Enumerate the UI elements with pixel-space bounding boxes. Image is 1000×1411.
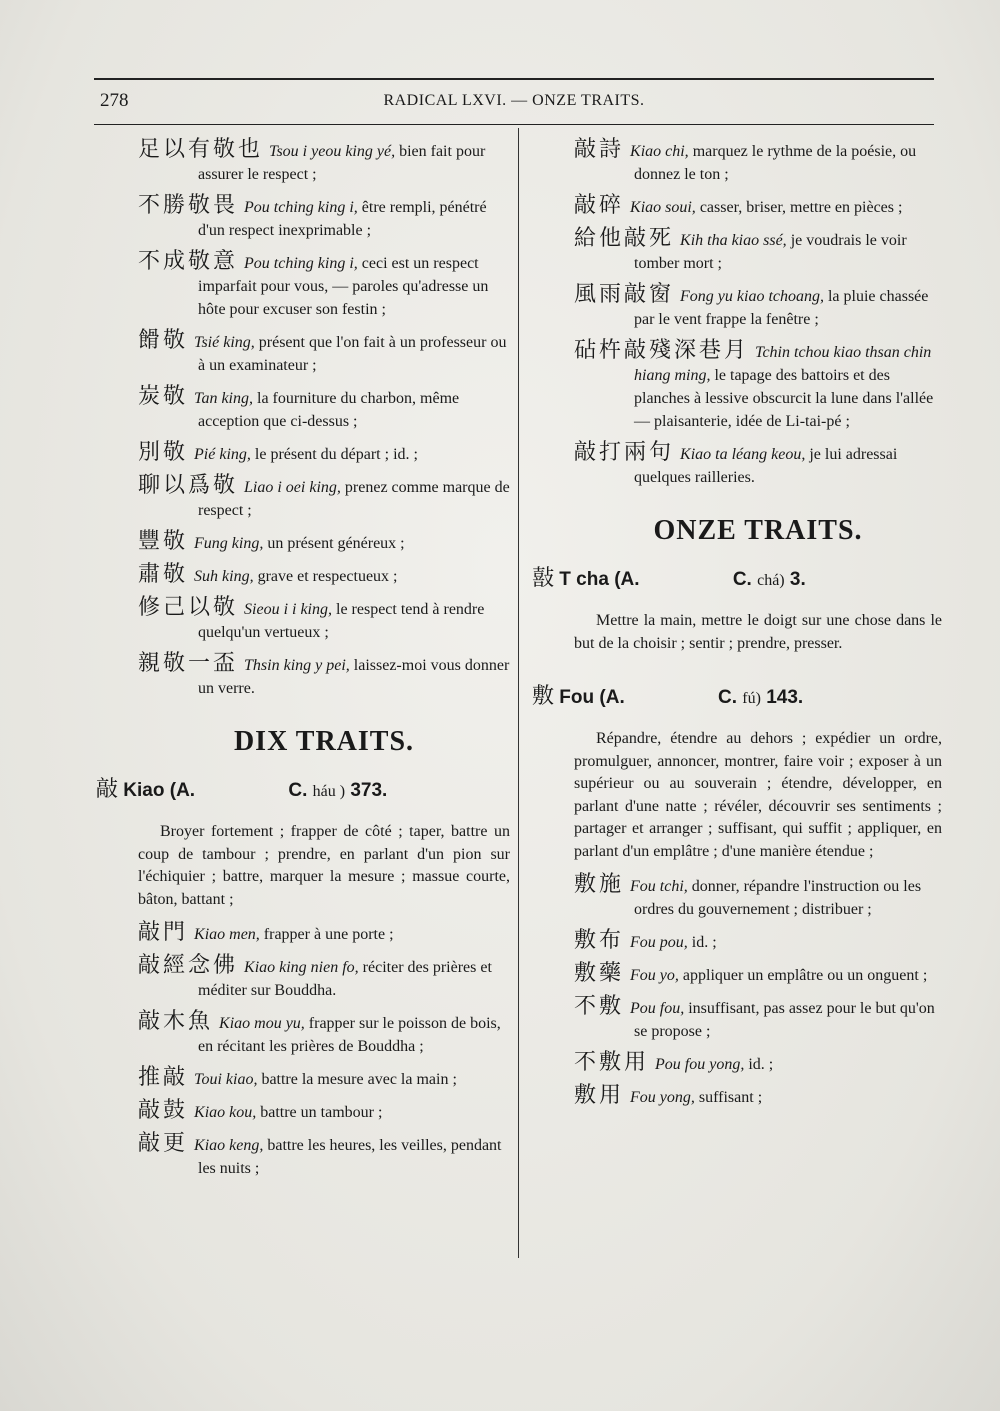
entry-romanization: Tchin tchou kiao thsan chin hiang ming, bbox=[634, 344, 932, 384]
dictionary-entry bbox=[138, 652, 510, 700]
entry-chinese: 敷布 bbox=[574, 928, 625, 953]
heading-cantonese: háu ) bbox=[312, 783, 346, 800]
entry-chinese: 炭敬 bbox=[138, 384, 189, 409]
left-column bbox=[96, 137, 510, 1188]
entry-definition: bien fait pour assurer le respect ; bbox=[198, 143, 486, 183]
left-entry-list bbox=[138, 138, 510, 700]
dictionary-entry bbox=[138, 1099, 510, 1124]
dictionary-entry bbox=[574, 1051, 942, 1076]
left-entry-list-2 bbox=[138, 921, 510, 1180]
entry-definition: marquez le rythme de la poésie, ou donnez le ton ; bbox=[634, 143, 917, 183]
entry-romanization: Pié king, bbox=[194, 446, 251, 463]
entry-romanization: Pou fou yong, bbox=[655, 1056, 745, 1073]
heading-character: 敼 bbox=[532, 566, 555, 591]
entry-definition: battre la mesure avec la main ; bbox=[257, 1071, 457, 1088]
entry-definition: être rempli, pénétré d'un respect inexprimable ; bbox=[198, 199, 487, 239]
entry-chinese: 敷施 bbox=[574, 872, 625, 897]
dictionary-entry bbox=[138, 385, 510, 433]
dictionary-entry bbox=[574, 962, 942, 987]
dictionary-entry bbox=[574, 138, 942, 186]
entry-chinese: 敲更 bbox=[138, 1131, 189, 1156]
entry-romanization: Kiao mou yu, bbox=[219, 1015, 305, 1032]
entry-romanization: Kiao ta léang keou, bbox=[680, 446, 806, 463]
entry-definition: battre un tambour ; bbox=[256, 1104, 383, 1121]
entry-definition: je voudrais le voir tomber mort ; bbox=[634, 232, 907, 272]
heading-name: Fou (A. bbox=[559, 687, 625, 708]
entry-chinese: 風雨敲窗 bbox=[574, 282, 675, 307]
entry-chinese: 敷藥 bbox=[574, 961, 625, 986]
entry-romanization: Fou pou, bbox=[630, 934, 688, 951]
section-title-dix-traits: DIX TRAITS. bbox=[233, 726, 415, 757]
heading-number: 143. bbox=[766, 687, 804, 708]
entry-romanization: Suh king, bbox=[194, 568, 254, 585]
entry-romanization: Tsou i yeou king yé, bbox=[269, 143, 396, 160]
section-title-onze-traits: ONZE TRAITS. bbox=[653, 515, 863, 546]
entry-chinese: 敲木魚 bbox=[138, 1009, 214, 1034]
definition-paragraph: Répandre, étendre au dehors ; expédier un ordre, promulguer, annoncer, montrer, faire voir ; exposer à un supérieur ou au souverain ; étendre, développer, en parlant d'une natte ; révéler, découvrir ses sentiments ; partager et arranger ; suffisant, qui suffit ; appliquer, en parlant d'un emplâtre ; d'une manière étendue ; bbox=[574, 730, 942, 860]
entry-definition: le respect tend à rendre quelqu'un vertueux ; bbox=[198, 601, 485, 641]
dictionary-entry bbox=[138, 441, 510, 466]
entry-romanization: Kiao men, bbox=[194, 926, 260, 943]
entry-romanization: Kiao kou, bbox=[194, 1104, 257, 1121]
dictionary-entry bbox=[138, 329, 510, 377]
heading-c-label: C. bbox=[718, 687, 738, 708]
entry-definition: un présent généreux ; bbox=[263, 535, 405, 552]
dictionary-entry bbox=[574, 995, 942, 1043]
dictionary-entry bbox=[574, 283, 942, 331]
heading-number: 373. bbox=[350, 780, 388, 801]
entry-chinese: 敲經念佛 bbox=[138, 953, 239, 978]
entry-definition: le tapage des battoirs et des planches à lessive obscurcit la lune dans l'allée — plaisanterie, idée de Li-tai-pé ; bbox=[634, 367, 934, 430]
entry-definition: frapper sur le poisson de bois, en récitant les prières de Bouddha ; bbox=[198, 1015, 501, 1055]
dictionary-entry bbox=[574, 194, 942, 219]
page-number: 278 bbox=[100, 90, 129, 111]
entry-definition: insuffisant, pas assez pour le but qu'on se propose ; bbox=[634, 1000, 935, 1040]
entry-definition: suffisant ; bbox=[694, 1089, 763, 1106]
dictionary-entry bbox=[574, 873, 942, 921]
entry-chinese: 敷用 bbox=[574, 1083, 625, 1108]
dictionary-entry bbox=[138, 194, 510, 242]
definition-paragraph: Broyer fortement ; frapper de côté ; taper, battre un coup de tambour ; prendre, en parlant d'un pion sur l'échiquier ; battre, marquer la mesure ; massue courte, bâton, battant ; bbox=[138, 823, 510, 908]
entry-romanization: Sieou i i king, bbox=[244, 601, 332, 618]
entry-romanization: Fong yu kiao tchoang, bbox=[680, 288, 824, 305]
entry-romanization: Kih tha kiao ssé, bbox=[680, 232, 787, 249]
dictionary-entry bbox=[574, 1084, 942, 1109]
entry-definition: appliquer un emplâtre ou un onguent ; bbox=[678, 967, 928, 984]
dictionary-entry bbox=[138, 921, 510, 946]
entry-chinese: 敲鼓 bbox=[138, 1098, 189, 1123]
entry-romanization: Tan king, bbox=[194, 390, 253, 407]
heading-c-label: C. bbox=[732, 569, 752, 590]
entry-definition: grave et respectueux ; bbox=[253, 568, 398, 585]
entry-chinese: 不敷用 bbox=[574, 1050, 650, 1075]
entry-chinese: 給他敲死 bbox=[574, 226, 675, 251]
entry-definition: id. ; bbox=[687, 934, 717, 951]
entry-chinese: 推敲 bbox=[138, 1065, 189, 1090]
entry-chinese: 不成敬意 bbox=[138, 249, 239, 274]
entry-chinese: 敲門 bbox=[138, 920, 189, 945]
page-header bbox=[94, 78, 934, 128]
heading-cantonese: fú) bbox=[742, 690, 761, 707]
dictionary-entry bbox=[138, 250, 510, 321]
character-heading-kiao bbox=[96, 772, 510, 803]
dictionary-entry bbox=[138, 954, 510, 1002]
entry-definition: je lui adressai quelques railleries. bbox=[634, 446, 898, 486]
running-title: RADICAL LXVI. — ONZE TRAITS. bbox=[383, 92, 645, 109]
entry-definition: id. ; bbox=[744, 1056, 774, 1073]
entry-chinese: 敲碎 bbox=[574, 193, 625, 218]
entry-chinese: 親敬一盃 bbox=[138, 651, 239, 676]
entry-definition: prenez comme marque de respect ; bbox=[198, 479, 510, 519]
dictionary-entry bbox=[138, 474, 510, 522]
entry-chinese: 敲打兩句 bbox=[574, 440, 675, 465]
entry-romanization: Kiao soui, bbox=[630, 199, 696, 216]
entry-definition: le présent du départ ; id. ; bbox=[250, 446, 418, 463]
entry-definition: frapper à une porte ; bbox=[259, 926, 394, 943]
entry-chinese: 別敬 bbox=[138, 440, 189, 465]
definition-paragraph: Mettre la main, mettre le doigt sur une chose dans le but de la choisir ; sentir ; prendre, presser. bbox=[574, 612, 942, 652]
entry-definition: ceci est un respect imparfait pour vous, — paroles qu'adresse un hôte pour excuser son festin ; bbox=[198, 255, 489, 318]
entry-definition: réciter des prières et méditer sur Bouddha. bbox=[198, 959, 492, 999]
right-entry-list-2 bbox=[574, 873, 942, 1109]
entry-chinese: 敲詩 bbox=[574, 137, 625, 162]
right-entry-list bbox=[574, 138, 942, 489]
entry-romanization: Toui kiao, bbox=[194, 1071, 258, 1088]
column-divider bbox=[518, 128, 519, 1258]
dictionary-entry bbox=[574, 441, 942, 489]
entry-romanization: Fung king, bbox=[194, 535, 264, 552]
entry-definition: laissez-moi vous donner un verre. bbox=[198, 657, 510, 697]
dictionary-entry bbox=[138, 563, 510, 588]
dictionary-entry bbox=[138, 138, 510, 186]
heading-cantonese: chá) bbox=[757, 572, 785, 589]
dictionary-entry bbox=[138, 1066, 510, 1091]
dictionary-entry bbox=[138, 1132, 510, 1180]
entry-chinese: 砧杵敲殘深巷月 bbox=[574, 338, 750, 363]
heading-c-label: C. bbox=[288, 780, 308, 801]
heading-number: 3. bbox=[789, 569, 806, 590]
dictionary-entry bbox=[574, 227, 942, 275]
entry-chinese: 豐敬 bbox=[138, 529, 189, 554]
dictionary-entry bbox=[138, 596, 510, 644]
entry-chinese: 修己以敬 bbox=[138, 595, 239, 620]
entry-definition: la pluie chassée par le vent frappe la fenêtre ; bbox=[634, 288, 929, 328]
entry-romanization: Pou fou, bbox=[630, 1000, 685, 1017]
heading-name: Kiao (A. bbox=[123, 780, 196, 801]
entry-romanization: Thsin king y pei, bbox=[244, 657, 350, 674]
entry-definition: la fourniture du charbon, même acception que ci-dessus ; bbox=[198, 390, 460, 430]
entry-definition: casser, briser, mettre en pièces ; bbox=[695, 199, 903, 216]
entry-chinese: 不敷 bbox=[574, 994, 625, 1019]
heading-character: 敲 bbox=[96, 777, 119, 802]
entry-romanization: Fou yo, bbox=[630, 967, 679, 984]
character-heading-tcha bbox=[532, 561, 942, 592]
entry-romanization: Pou tching king i, bbox=[244, 199, 358, 216]
entry-romanization: Pou tching king i, bbox=[244, 255, 358, 272]
header-top-rule bbox=[94, 78, 934, 80]
entry-romanization: Fou yong, bbox=[630, 1089, 695, 1106]
entry-chinese: 聊以爲敬 bbox=[138, 473, 239, 498]
entry-chinese: 餶敬 bbox=[138, 328, 189, 353]
entry-romanization: Tsié king, bbox=[194, 334, 255, 351]
entry-chinese: 足以有敬也 bbox=[138, 137, 264, 162]
heading-character: 敷 bbox=[532, 684, 555, 709]
character-heading-fou bbox=[532, 679, 942, 710]
entry-romanization: Kiao chi, bbox=[630, 143, 689, 160]
heading-name: T cha (A. bbox=[559, 569, 640, 590]
entry-definition: donner, répandre l'instruction ou les ordres du gouvernement ; distribuer ; bbox=[634, 878, 922, 918]
entry-romanization: Kiao keng, bbox=[194, 1137, 264, 1154]
entry-chinese: 肅敬 bbox=[138, 562, 189, 587]
entry-definition: présent que l'on fait à un professeur ou à un examinateur ; bbox=[198, 334, 507, 374]
right-column bbox=[532, 137, 942, 1117]
entry-romanization: Kiao king nien fo, bbox=[244, 959, 359, 976]
dictionary-entry bbox=[574, 929, 942, 954]
entry-chinese: 不勝敬畏 bbox=[138, 193, 239, 218]
entry-romanization: Liao i oei king, bbox=[244, 479, 341, 496]
header-bottom-rule bbox=[94, 124, 934, 125]
dictionary-entry bbox=[574, 339, 942, 433]
dictionary-entry bbox=[138, 1010, 510, 1058]
entry-definition: battre les heures, les veilles, pendant les nuits ; bbox=[198, 1137, 502, 1177]
dictionary-entry bbox=[138, 530, 510, 555]
entry-romanization: Fou tchi, bbox=[630, 878, 688, 895]
